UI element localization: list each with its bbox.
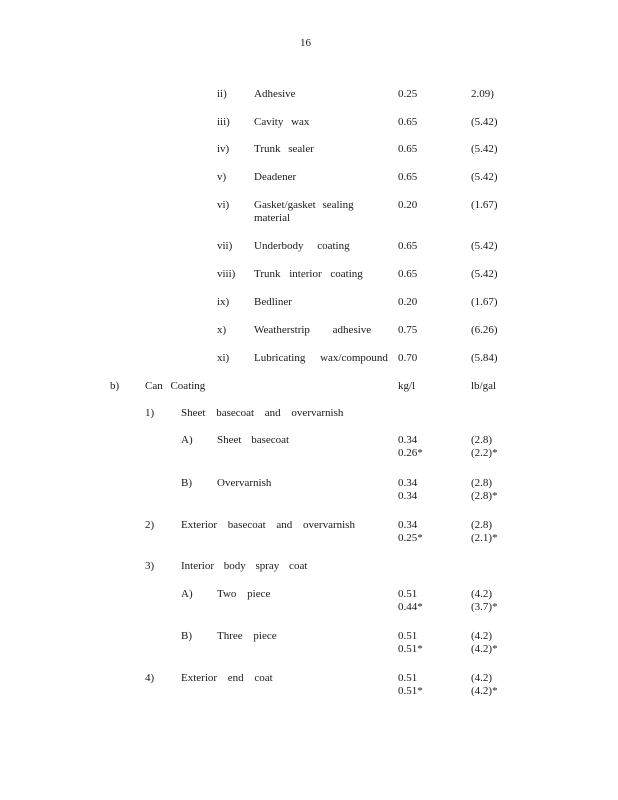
item-kg-value: 0.20 [398, 296, 418, 308]
subsection-number: 4) [145, 672, 155, 684]
item-kg-value: 0.75 [398, 324, 418, 336]
unit-lb-per-gal: lb/gal [471, 380, 497, 392]
kg-value-alt: 0.26* [398, 447, 423, 459]
item-number: xi) [217, 352, 230, 364]
item-number: vi) [217, 199, 230, 211]
item-label: Cavity wax [254, 116, 310, 128]
item-lb-value: (5.42) [471, 116, 498, 128]
item-lb-value: (5.42) [471, 268, 498, 280]
item-kg-value: 0.65 [398, 116, 418, 128]
subsection-number: 3) [145, 560, 155, 572]
item-number: iii) [217, 116, 230, 128]
lb-value-alt: (2.2)* [471, 447, 498, 459]
lb-value: (4.2) [471, 588, 493, 600]
item-label: Trunk sealer [254, 143, 314, 155]
item-label: Weatherstrip adhesive [254, 324, 372, 336]
lb-value-alt: (2.1)* [471, 532, 498, 544]
item-lb-value: (5.42) [471, 143, 498, 155]
item-lb-value: (5.42) [471, 240, 498, 252]
sub-item-label: Two piece [217, 588, 271, 600]
lb-value-alt: (4.2)* [471, 685, 498, 697]
subsection-label: Exterior end coat [181, 672, 273, 684]
lb-value: (4.2) [471, 672, 493, 684]
item-kg-value: 0.65 [398, 171, 418, 183]
lb-value: (2.8) [471, 434, 493, 446]
subsection-label: Interior body spray coat [181, 560, 308, 572]
sub-item-label: Overvarnish [217, 477, 272, 489]
lb-value: (2.8) [471, 519, 493, 531]
sub-item-label: Sheet basecoat [217, 434, 290, 446]
page-number: 16 [300, 37, 311, 49]
item-lb-value: (5.42) [471, 171, 498, 183]
subsection-label: Sheet basecoat and overvarnish [181, 407, 344, 419]
lb-value-alt: (2.8)* [471, 490, 498, 502]
item-lb-value: 2.09) [471, 88, 494, 100]
item-label: Gasket/gasket sealing material [254, 199, 354, 224]
item-kg-value: 0.65 [398, 143, 418, 155]
item-lb-value: (1.67) [471, 199, 498, 211]
item-label: Lubricating wax/compound [254, 352, 388, 364]
lb-value: (2.8) [471, 477, 493, 489]
item-number: ii) [217, 88, 227, 100]
item-kg-value: 0.70 [398, 352, 418, 364]
lb-value: (4.2) [471, 630, 493, 642]
item-number: vii) [217, 240, 233, 252]
kg-value-alt: 0.34 [398, 490, 418, 502]
lb-value-alt: (3.7)* [471, 601, 498, 613]
item-label: Deadener [254, 171, 297, 183]
kg-value-alt: 0.51* [398, 685, 423, 697]
section-heading: Can Coating [145, 380, 206, 392]
kg-value-alt: 0.25* [398, 532, 423, 544]
kg-value-alt: 0.51* [398, 643, 423, 655]
item-kg-value: 0.65 [398, 268, 418, 280]
kg-value-alt: 0.44* [398, 601, 423, 613]
sub-item-label: Three piece [217, 630, 277, 642]
item-lb-value: (6.26) [471, 324, 498, 336]
kg-value: 0.34 [398, 519, 418, 531]
sub-item-letter: A) [181, 588, 193, 600]
item-number: x) [217, 324, 227, 336]
item-lb-value: (1.67) [471, 296, 498, 308]
item-number: viii) [217, 268, 236, 280]
item-label: Trunk interior coating [254, 268, 363, 280]
item-kg-value: 0.65 [398, 240, 418, 252]
item-kg-value: 0.20 [398, 199, 418, 211]
item-label: Adhesive [254, 88, 296, 100]
item-label: Underbody coating [254, 240, 350, 252]
kg-value: 0.34 [398, 434, 418, 446]
sub-item-letter: B) [181, 477, 192, 489]
item-lb-value: (5.84) [471, 352, 498, 364]
item-number: v) [217, 171, 227, 183]
kg-value: 0.51 [398, 588, 418, 600]
kg-value: 0.51 [398, 630, 418, 642]
sub-item-letter: B) [181, 630, 192, 642]
item-number: iv) [217, 143, 230, 155]
section-number: b) [110, 380, 120, 392]
item-number: ix) [217, 296, 230, 308]
lb-value-alt: (4.2)* [471, 643, 498, 655]
subsection-number: 2) [145, 519, 155, 531]
unit-kg-per-liter: kg/l [398, 380, 416, 392]
item-label: Bedliner [254, 296, 292, 308]
kg-value: 0.34 [398, 477, 418, 489]
sub-item-letter: A) [181, 434, 193, 446]
kg-value: 0.51 [398, 672, 418, 684]
subsection-label: Exterior basecoat and overvarnish [181, 519, 355, 531]
subsection-number: 1) [145, 407, 155, 419]
item-kg-value: 0.25 [398, 88, 418, 100]
